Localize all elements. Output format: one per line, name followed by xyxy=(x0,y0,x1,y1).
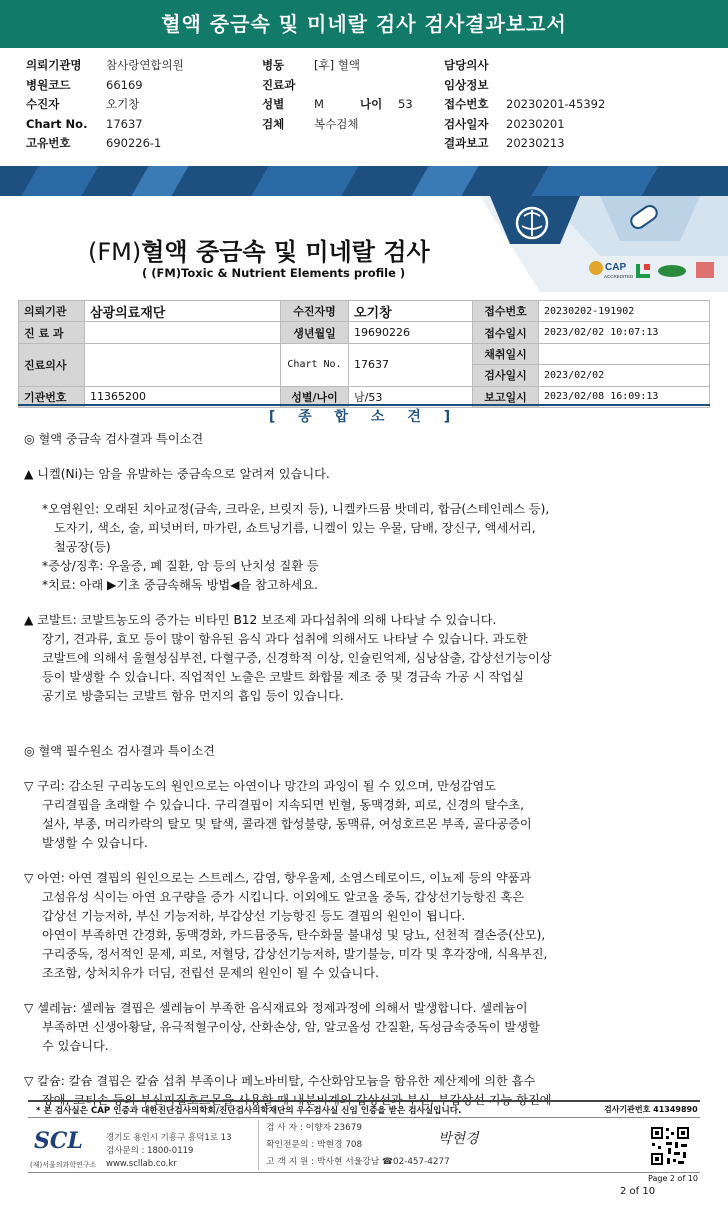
receipt-time-value: 2023/02/02 10:07:13 xyxy=(539,322,710,343)
inst-no-label: 기관번호 xyxy=(19,386,85,407)
unique-no-value: 690226-1 xyxy=(106,136,162,150)
accreditation-logo-icons xyxy=(588,258,718,282)
table-row xyxy=(19,343,710,364)
nickel-heading: ▲ 니켈(Ni)는 암을 유발하는 중금속으로 알려져 있습니다. xyxy=(24,467,330,481)
web-link[interactable]: www.scllab.co.kr xyxy=(106,1159,177,1169)
quality-mark-icon xyxy=(636,264,640,278)
age-label: 나이 xyxy=(360,97,383,111)
specimen-label: 검체 xyxy=(262,116,285,131)
inst-name-value: 참사랑연합의원 xyxy=(106,58,184,72)
header-col2 xyxy=(262,56,432,156)
calcium-line: ▽ 칼슘: 칼슘 결핍은 칼슘 섭취 부족이나 페노바비탈, 수산화암모늄을 함유한 제산제에 의한 흡수 xyxy=(24,1074,536,1088)
signature: 박현경 xyxy=(438,1131,479,1147)
patient-value: 오기창 xyxy=(106,97,140,111)
zinc-line: 갑상선 기능저하, 부신 기능저하, 부갑상선 기능항진 등도 결핍의 원인이 됩니다. xyxy=(42,909,466,923)
age-value: 53 xyxy=(398,97,413,111)
test-dt-value: 2023/02/02 xyxy=(539,365,710,386)
title-text: 혈액 중금속 및 미네랄 검사 xyxy=(141,238,430,266)
zinc-line: 구리중독, 정서적인 문제, 피로, 저혈당, 갑상선기능저하, 발기불능, 미각 및 후각장애, 식욕부진, xyxy=(42,947,548,961)
inst-value: 삼광의료재단 xyxy=(85,301,281,322)
nickel-cause-line: 철공장(등) xyxy=(54,540,111,554)
specialist-line: 확인전문의 : 박현경 708 xyxy=(266,1140,363,1150)
header-col3 xyxy=(444,56,714,156)
summary-body xyxy=(24,430,714,1110)
unique-no-label: 고유번호 xyxy=(26,136,71,150)
patient-name-value: 오기창 xyxy=(349,301,473,322)
lab-address xyxy=(106,1132,232,1171)
specimen-value: 복수검체 xyxy=(314,116,359,131)
footer-divider xyxy=(258,1120,259,1170)
sex-value: M xyxy=(314,97,324,111)
page-indicator-small: Page 2 of 10 xyxy=(648,1174,698,1183)
inst-name-label: 의뢰기관명 xyxy=(26,58,82,72)
nickel-cause-line: *오염원인: 오래된 치아교정(금속, 크라운, 브릿지 등), 니켈카드뮴 밧데리, 합금(스테인레스 등), xyxy=(42,502,550,516)
report-main-title xyxy=(88,232,430,267)
report-title: 혈액 중금속 및 미네랄 검사 검사결과보고서 xyxy=(161,12,567,36)
zinc-line: ▽ 아연: 아연 결핍의 원인으로는 스트레스, 감염, 항우울제, 소염스테로이드, 이뇨제 등의 약품과 xyxy=(24,871,532,885)
cobalt-line: ▲ 코발트: 코발트농도의 증가는 비타민 B12 보조제 과다섭취에 의해 나타날 수 있습니다. xyxy=(24,613,497,627)
zinc-line: 고섬유성 식이는 아연 요구량을 증가 시킵니다. 이외에도 알코올 중독, 갑상선기능항진 혹은 xyxy=(42,890,525,904)
nickel-symptom: *증상/징후: 우울증, 폐 질환, 암 등의 난치성 질환 등 xyxy=(42,559,319,573)
cap-text: CAP xyxy=(605,262,627,273)
cap-sub-text: ACCREDITED xyxy=(604,274,634,279)
accreditation-logos xyxy=(588,258,718,282)
qr-code-graphic xyxy=(650,1126,690,1166)
zinc-line: 아연이 부족하면 간경화, 동맥경화, 카드뮴중독, 탄수화물 불내성 및 당뇨, 선천적 결손증(산모), xyxy=(42,928,546,942)
result-report-value: 20230213 xyxy=(506,136,565,150)
hospital-code-value: 66169 xyxy=(106,77,143,92)
sex-age-label: 성별/나이 xyxy=(281,386,349,407)
result-report-label: 결과보고 xyxy=(444,136,489,150)
table-row xyxy=(19,322,710,343)
sec2-title: ◎ 혈액 필수원소 검사결과 특이소견 xyxy=(24,744,215,758)
dept-label: 진료과 xyxy=(262,77,296,92)
test-dt-label: 검사일시 xyxy=(473,365,539,386)
title-prefix: (FM) xyxy=(88,238,142,266)
copper-line: 구리결핍을 초래할 수 있습니다. 구리결핍이 지속되면 빈혈, 동맥경화, 피로, 신경의 탈수초, xyxy=(42,798,524,812)
zinc-line: 조조함, 상처치유가 더딤, 전립선 문제의 원인이 될 수 있습니다. xyxy=(42,966,379,980)
ward-label: 병동 xyxy=(262,58,285,72)
inst-label: 의뢰기관 xyxy=(19,301,85,322)
receipt-time-label: 접수일시 xyxy=(473,322,539,343)
report-dt-value: 2023/02/08 16:09:13 xyxy=(539,386,710,407)
copper-line: ▽ 구리: 감소된 구리농도의 원인으로는 아연이나 망간의 과잉이 될 수 있으며, 만성감염도 xyxy=(24,779,497,793)
accreditation-note: * 본 검사실은 CAP 인증과 대한진단검사의학회/진단검사의학재단의 우수검사실 신임 인증을 받은 검사실입니다. xyxy=(36,1106,462,1116)
receipt-no-value: 20230201-45392 xyxy=(506,97,606,111)
scl-logo-sub: (재)서울의과학연구소 xyxy=(30,1161,97,1169)
header-col1 xyxy=(26,56,246,156)
selenium-line: 수 있습니다. xyxy=(42,1039,109,1053)
copper-line: 발생할 수 있습니다. xyxy=(42,836,148,850)
doctor-cell-label: 진료의사 xyxy=(19,343,85,386)
summary-heading: [ 종 합 소 견 ] xyxy=(18,404,710,426)
inst-no-value: 11365200 xyxy=(85,386,281,407)
report-subtitle: ( (FM)Toxic & Nutrient Elements profile ) xyxy=(142,266,406,280)
test-date-value: 20230201 xyxy=(506,116,565,131)
collect-value xyxy=(539,343,710,364)
receipt-no-label: 접수번호 xyxy=(444,97,489,111)
qr-code-icon xyxy=(650,1126,690,1166)
scl-logo: SCL xyxy=(34,1128,83,1154)
patient-info-table xyxy=(18,300,710,408)
copper-line: 설사, 부종, 머리카락의 탈모 및 탈색, 콜라겐 합성불량, 동맥류, 여성호르몬 부족, 골다공증이 xyxy=(42,817,532,831)
ward-value: [후] 혈액 xyxy=(314,58,360,72)
doctor-cell-value xyxy=(85,343,281,386)
cobalt-line: 등이 발생할 수 있습니다. 직업적인 노출은 코발트 화합물 제조 중 및 경금속 가공 시 작업실 xyxy=(42,670,524,684)
clinical-info-label: 임상정보 xyxy=(444,77,489,92)
sex-label: 성별 xyxy=(262,97,285,111)
page-indicator: 2 of 10 xyxy=(620,1186,656,1197)
hospital-code-label: 병원코드 xyxy=(26,77,71,92)
cobalt-line: 공기로 방출되는 코발트 함유 먼지의 흡입 등이 있습니다. xyxy=(42,689,344,703)
kalm-logo-icon xyxy=(658,265,686,277)
support-line: 고 객 지 원 : 박사현 서울강남 ☎02-457-4277 xyxy=(266,1157,450,1167)
decorative-band xyxy=(0,166,728,196)
lab-number: 검사기관번호 41349890 xyxy=(604,1105,698,1114)
staff-info xyxy=(266,1120,450,1171)
cobalt-line: 코발트에 의해서 울혈성심부전, 다혈구증, 신경학적 이상, 인슐린억제, 심낭삼출, 갑상선기능이상 xyxy=(42,651,552,665)
chart-no-label: Chart No. xyxy=(26,116,88,131)
nickel-cause-line: 도자기, 색소, 술, 피넛버터, 마가린, 쇼트닝기름, 니켈이 있는 우물, 담배, 장신구, 액세서리, xyxy=(54,521,536,535)
patient-label: 수진자 xyxy=(26,97,60,111)
calcium-line: 장애, 코티손 등의 부신피질호르몬을 사용할 때 내분비계의 갑상선과 부신, 부갑상선 기능 항진에 xyxy=(42,1093,552,1107)
chart-cell-label: Chart No. xyxy=(281,343,349,386)
inquiry-line: 검사문의 : 1800-0119 xyxy=(106,1146,194,1156)
doctor-label: 담당의사 xyxy=(444,58,489,72)
receipt-value: 20230202-191902 xyxy=(539,301,710,322)
sec1-title: ◎ 혈액 중금속 검사결과 특이소견 xyxy=(24,432,204,446)
footer-rule xyxy=(28,1100,700,1102)
selenium-line: 부족하면 신생아황달, 유극적혈구이상, 산화손상, 암, 알코올성 간질환, 독성금속중독이 발생할 xyxy=(42,1020,540,1034)
receipt-label: 접수번호 xyxy=(473,301,539,322)
cobalt-line: 장기, 견과류, 효모 등이 많이 함유된 음식 과다 섭취에 의해서도 나타날 수 있습니다. 과도한 xyxy=(42,632,528,646)
selenium-line: ▽ 셀레늄: 셀레늄 결핍은 셀레늄이 부족한 음식재료와 정제과정에 의해서 발생합니다. 셀레늄이 xyxy=(24,1001,528,1015)
collect-label: 채취일시 xyxy=(473,343,539,364)
address-line: 경기도 용인시 기흥구 흥덕1로 13 xyxy=(106,1133,232,1143)
dept-cell-label: 진 료 과 xyxy=(19,322,85,343)
dob-label: 생년월일 xyxy=(281,322,349,343)
table-row xyxy=(19,301,710,322)
cap-seal-icon xyxy=(589,261,603,275)
dob-value: 19690226 xyxy=(349,322,473,343)
chart-no-value: 17637 xyxy=(106,116,143,131)
nickel-treatment: *치료: 아래 ▶기초 중금속해독 방법◀을 참고하세요. xyxy=(42,578,318,592)
patient-name-label: 수진자명 xyxy=(281,301,349,322)
tester-line: 검 사 자 : 이향자 23679 xyxy=(266,1123,362,1133)
dept-cell-value xyxy=(85,322,281,343)
report-dt-label: 보고일시 xyxy=(473,386,539,407)
test-date-label: 검사일자 xyxy=(444,116,489,131)
report-title-bar xyxy=(0,0,728,48)
aabb-logo-icon xyxy=(696,262,714,278)
sex-age-value: 남/53 xyxy=(349,386,473,407)
chart-cell-value: 17637 xyxy=(349,343,473,386)
